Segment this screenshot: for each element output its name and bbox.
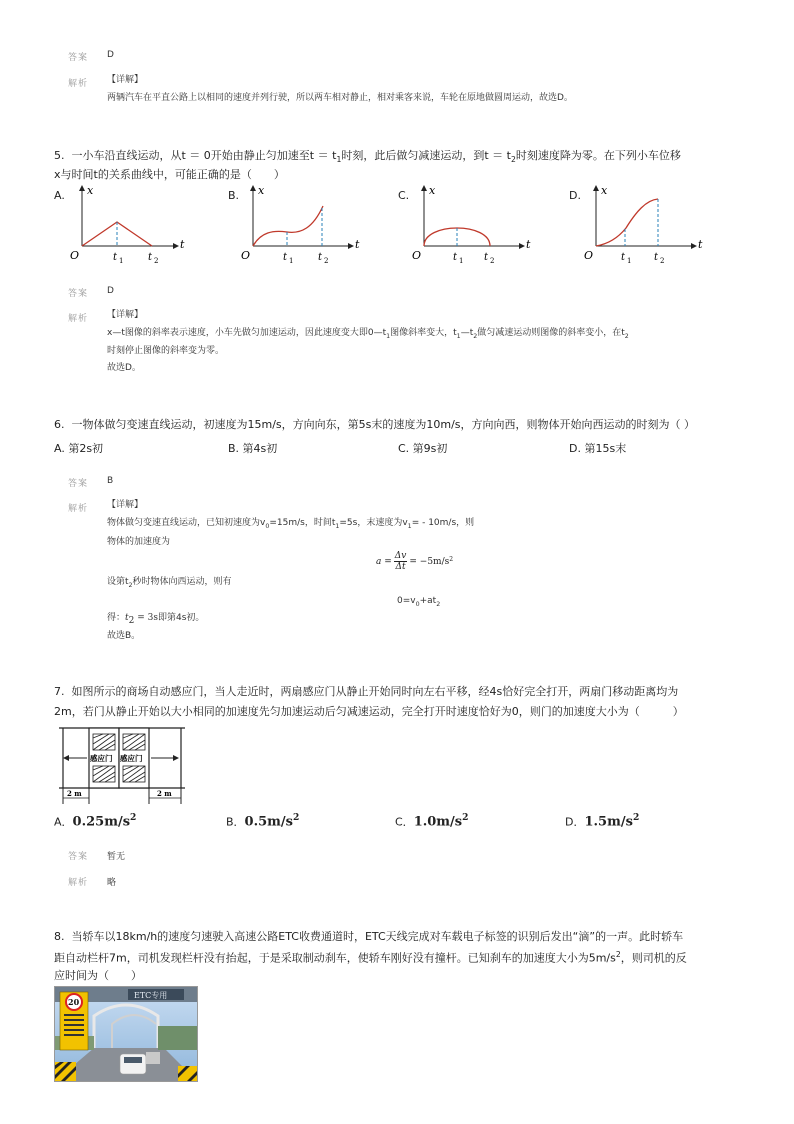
exp-sub: 1 — [407, 522, 412, 530]
option-c — [395, 812, 468, 829]
exp-text: =15m/s，时间t — [269, 518, 336, 528]
answer-label: 答案 — [68, 53, 89, 63]
question-8-line2 — [54, 951, 687, 964]
q8-text: ，则司机的反 — [620, 951, 687, 965]
exp-text: 设第t — [107, 577, 129, 587]
t1-sub: 1 — [119, 257, 124, 265]
question-7-line1 — [54, 686, 678, 697]
option-sup: 2 — [130, 812, 137, 823]
answer-label: 答案 — [68, 852, 89, 862]
exp-sub: 1 — [335, 522, 340, 530]
question-5-line1 — [54, 150, 681, 164]
q6-text: 一物体做匀变速直线运动，初速度为15m/s，方向向东，第5s末的速度为10m/s，方向向西，则物体开始向西运动的时刻为（ ） — [71, 418, 696, 431]
dimension-left: 2 m — [67, 789, 82, 798]
graph-curve — [596, 199, 658, 246]
t2-sub: 2 — [660, 257, 665, 265]
question-8-line3: 应时间为（ ） — [54, 969, 142, 982]
explanation-line1 — [107, 329, 629, 340]
option-b: B. 第4s初 — [228, 442, 278, 455]
explanation-text: 两辆汽车在平直公路上以相同的速度并列行驶，所以两车相对静止，相对乘客来说，车轮在原地做圆周运动，故选D。 — [107, 93, 573, 103]
exp-sub: 0 — [265, 522, 270, 530]
exp-text: 秒时物体向西运动，则有 — [132, 577, 232, 587]
t2-sub: 2 — [490, 257, 495, 265]
exp-text: = - 10m/s，则 — [411, 518, 475, 528]
option-sup: 2 — [632, 812, 640, 823]
answer-value: 暂无 — [107, 852, 126, 862]
exp-sub: 1 — [386, 332, 391, 340]
option-a — [54, 812, 136, 829]
exp-text: 即第4s初。 — [157, 613, 205, 623]
q5-text-a: 一小车沿直线运动，从t ＝ 0开始由静止匀加速至t ＝ t — [71, 149, 337, 162]
option-letter: A． — [54, 815, 73, 829]
exp-text: 图像斜率变大，t — [390, 328, 457, 338]
detail-tag: 【详解】 — [107, 75, 144, 85]
door-label-left: 感应门 — [90, 754, 113, 763]
q8-sup: 2 — [615, 950, 621, 959]
q8-text: 当轿车以18km/h的速度匀速驶入高速公路ETC收费通道时，ETC天线完成对车载电子标签的识别后发出“滴”的一声。此时轿车 — [71, 930, 684, 943]
option-letter: B． — [226, 815, 245, 829]
t1-label: t — [113, 252, 118, 263]
detail-tag: 【详解】 — [107, 310, 144, 320]
origin-label: O — [412, 249, 422, 262]
q8-text: 距自动栏杆7m，司机发现栏杆没有抬起，于是采取制动刹车，使轿车刚好没有撞杆。已知刹车的加速度大小为5m/s — [54, 951, 616, 965]
explanation-text: 略 — [107, 878, 117, 888]
formula-sup: 2 — [449, 556, 454, 563]
explanation-line3: 故选D。 — [107, 363, 141, 373]
t1-label: t — [283, 252, 288, 263]
math-sub: 2 — [128, 615, 135, 626]
axis-t-label: t — [526, 238, 531, 251]
formula-sub: 0 — [415, 600, 420, 608]
question-6-text — [54, 419, 695, 430]
q7-text: 如图所示的商场自动感应门，当人走近时，两扇感应门从静止开始同时向左右平移，经4s恰好完全打开，两扇门移动距离均为 — [71, 685, 679, 698]
option-b — [226, 812, 299, 829]
math-t: t — [125, 613, 129, 623]
axis-t-label: t — [698, 238, 703, 251]
etc-lane-photo — [54, 986, 198, 1082]
formula-numerator: Δv — [394, 551, 407, 561]
exp-sub: 2 — [473, 332, 478, 340]
axis-x-label: x — [429, 184, 436, 197]
question-7-line2: 2m，若门从静止开始以大小相同的加速度先匀加速运动后匀减速运动，完全打开时速度恰好为0，则门的加速度大小为（ ） — [54, 705, 684, 718]
option-value: 1.0m/s — [413, 814, 463, 830]
t2-sub: 2 — [154, 257, 159, 265]
axis-x-label: x — [87, 184, 94, 197]
exp-text: =5s，末速度为v — [339, 518, 408, 528]
exp-text: 物体做匀变速直线运动，已知初速度为v — [107, 518, 266, 528]
option-c-label: C. — [398, 189, 410, 202]
option-sup: 2 — [293, 812, 300, 823]
q5-text-c: 时刻速度降为零。在下列小车位移 — [515, 149, 681, 162]
right-arrow-icon — [173, 755, 179, 761]
option-d-label: D. — [569, 189, 581, 202]
question-number: 5. — [54, 149, 65, 162]
option-a-label: A. — [54, 189, 65, 202]
axis-t-label: t — [355, 238, 360, 251]
q5-sub: 1 — [336, 155, 342, 165]
analysis-label: 解析 — [68, 314, 89, 324]
question-number: 7. — [54, 685, 65, 698]
exp-sub: 2 — [128, 581, 133, 589]
question-8-line1 — [54, 931, 683, 942]
origin-label: O — [70, 249, 80, 262]
option-a: A. 第2s初 — [54, 442, 104, 455]
graph-b — [239, 182, 369, 266]
etc-sign-text: ETC专用 — [134, 991, 168, 1000]
exp-text: —t — [460, 328, 474, 338]
explanation-line2: 时刻停止图像的斜率变为零。 — [107, 346, 225, 356]
graph-curve — [253, 206, 323, 246]
formula-sub: 2 — [436, 600, 441, 608]
t2-label: t — [318, 252, 323, 263]
t2-label: t — [484, 252, 489, 263]
graph-a — [66, 182, 196, 266]
explanation-line2: 物体的加速度为 — [107, 537, 171, 547]
sliding-door-diagram — [57, 724, 187, 808]
speed-limit-value: 20 — [68, 997, 80, 1007]
explanation-line5: 故选B。 — [107, 631, 141, 641]
exp-text: 得： — [107, 613, 126, 623]
q5-sub: 2 — [510, 155, 516, 165]
analysis-label: 解析 — [68, 878, 89, 888]
t2-sub: 2 — [324, 257, 329, 265]
q5-text-b: 时刻，此后做匀减速运动，到t ＝ t — [341, 149, 511, 162]
velocity-formula — [397, 597, 440, 608]
option-letter: D． — [565, 815, 585, 829]
option-d — [565, 812, 639, 829]
option-d: D. 第15s末 — [569, 442, 627, 455]
origin-label: O — [584, 249, 594, 262]
t1-sub: 1 — [627, 257, 632, 265]
option-letter: C． — [395, 815, 414, 829]
acceleration-formula — [376, 551, 453, 572]
formula-text: +at — [419, 596, 437, 606]
t1-label: t — [453, 252, 458, 263]
origin-label: O — [241, 249, 251, 262]
analysis-label: 解析 — [68, 504, 89, 514]
math-value: = 3s — [134, 613, 158, 623]
t2-label: t — [148, 252, 153, 263]
axis-x-label: x — [601, 184, 608, 197]
explanation-line4 — [107, 614, 204, 626]
option-value: 0.25m/s — [72, 814, 131, 830]
option-sup: 2 — [462, 812, 469, 823]
explanation-line3 — [107, 578, 232, 589]
answer-value: D — [107, 50, 114, 60]
formula-denominator: Δt — [395, 562, 406, 572]
question-number: 8. — [54, 930, 65, 943]
axis-t-label: t — [180, 238, 185, 251]
door-label-right: 感应门 — [120, 754, 143, 763]
answer-label: 答案 — [68, 479, 89, 489]
formula-fraction — [394, 551, 408, 572]
option-b-label: B. — [228, 189, 240, 202]
t1-sub: 1 — [289, 257, 294, 265]
detail-tag: 【详解】 — [107, 500, 144, 510]
graph-d — [582, 182, 712, 266]
explanation-line1 — [107, 519, 474, 530]
option-c: C. 第9s初 — [398, 442, 448, 455]
answer-value: D — [107, 286, 114, 296]
formula-lhs: a = — [376, 556, 392, 567]
axis-x-label: x — [258, 184, 265, 197]
left-arrow-icon — [63, 755, 69, 761]
answer-label: 答案 — [68, 289, 89, 299]
exp-text: x—t图像的斜率表示速度，小车先做匀加速运动，因此速度变大即0—t — [107, 328, 387, 338]
analysis-label: 解析 — [68, 79, 89, 89]
t2-label: t — [654, 252, 659, 263]
option-value: 1.5m/s — [584, 814, 633, 830]
option-value: 0.5m/s — [244, 814, 293, 830]
answer-value: B — [107, 476, 114, 486]
exp-sub: 2 — [624, 332, 629, 340]
graph-c — [410, 182, 540, 266]
t1-label: t — [621, 252, 626, 263]
t1-sub: 1 — [459, 257, 464, 265]
dimension-right: 2 m — [157, 789, 172, 798]
question-5-line2: x与时间t的关系曲线中，可能正确的是（ ） — [54, 168, 285, 181]
question-number: 6. — [54, 418, 65, 431]
exp-text: 做匀减速运动则图像的斜率变小，在t — [477, 328, 625, 338]
formula-result: = −5m/s — [409, 556, 450, 567]
formula-text: 0=v — [397, 596, 416, 606]
exp-sub: 1 — [456, 332, 461, 340]
